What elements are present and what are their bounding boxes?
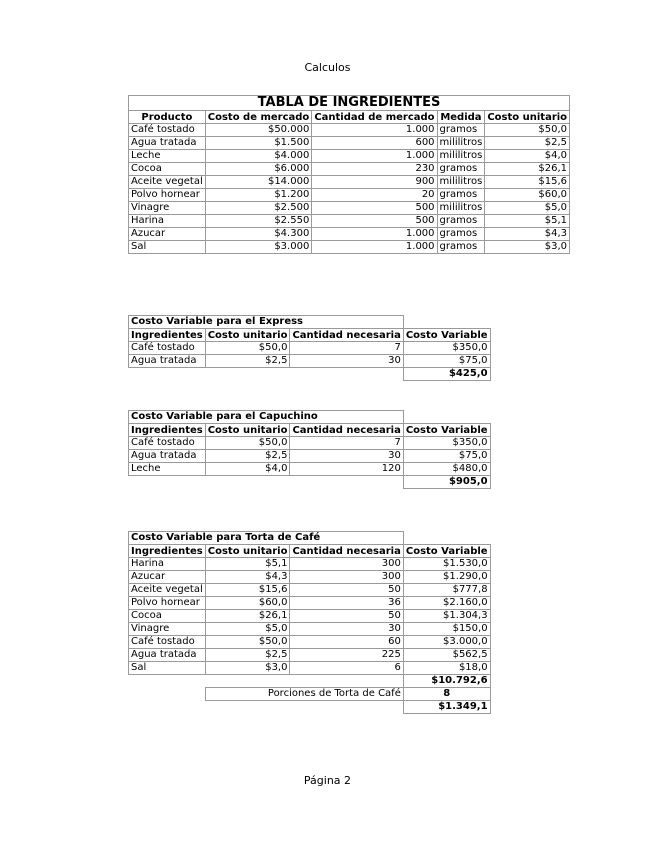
table-cell: 50 [290, 584, 403, 597]
table-cell: Leche [129, 463, 206, 476]
table-cell: $4,0 [485, 150, 570, 163]
column-header: Costo Variable [403, 329, 490, 342]
column-header: Costo Variable [403, 545, 490, 558]
table-cell: 30 [290, 355, 403, 368]
table-cell: gramos [437, 215, 485, 228]
table-cell: 50 [290, 610, 403, 623]
table-cell: $5,0 [485, 202, 570, 215]
table-cell: 7 [290, 342, 403, 355]
torta-total: $10.792,6 [403, 675, 490, 688]
table-cell: $2,5 [485, 137, 570, 150]
table-row [129, 610, 491, 623]
column-header: Cantidad necesaria [290, 329, 403, 342]
table-cell: $562,5 [403, 649, 490, 662]
table-cell: gramos [437, 189, 485, 202]
table-cell: Azucar [129, 228, 206, 241]
table-cell: $4,0 [205, 463, 290, 476]
table-cell: 300 [290, 558, 403, 571]
table-cell: $480,0 [403, 463, 490, 476]
table-cell: $1.290,0 [403, 571, 490, 584]
table-row [129, 189, 570, 202]
table-cell: 500 [312, 215, 437, 228]
table-row [129, 636, 491, 649]
table-cell: 7 [290, 437, 403, 450]
table-cell: $1.200 [205, 189, 312, 202]
table-cell: Polvo hornear [129, 189, 206, 202]
table-row [129, 649, 491, 662]
table-cell: $2,5 [205, 450, 290, 463]
table-row [129, 623, 491, 636]
table-cell: Harina [129, 558, 206, 571]
torta-cost-table [128, 531, 491, 714]
capuchino-total: $905,0 [403, 476, 490, 489]
table-cell: Café tostado [129, 342, 206, 355]
table-row [129, 437, 491, 450]
table-cell: $60,0 [485, 189, 570, 202]
table-cell: 300 [290, 571, 403, 584]
express-body [129, 342, 491, 368]
table-cell: 60 [290, 636, 403, 649]
table-cell: Agua tratada [129, 137, 206, 150]
table-cell: 230 [312, 163, 437, 176]
portions-label: Porciones de Torta de Café [205, 688, 403, 701]
table-cell: $5,0 [205, 623, 290, 636]
table-cell: Leche [129, 150, 206, 163]
express-title: Costo Variable para el Express [129, 316, 404, 329]
table-cell: $150,0 [403, 623, 490, 636]
table-cell: $5,1 [485, 215, 570, 228]
table-row [129, 662, 491, 675]
column-header: Costo unitario [205, 424, 290, 437]
table-cell: Sal [129, 241, 206, 254]
table-cell: $1.304,3 [403, 610, 490, 623]
table-cell: 1.000 [312, 124, 437, 137]
table-cell: $75,0 [403, 450, 490, 463]
table-cell: 1.000 [312, 150, 437, 163]
page-header: Calculos [304, 61, 351, 74]
ingredients-table-title: TABLA DE INGREDIENTES [129, 96, 570, 111]
express-cost-table [128, 315, 491, 381]
table-row [129, 215, 570, 228]
express-header-row [129, 329, 491, 342]
table-row [129, 571, 491, 584]
table-cell: mililitros [437, 176, 485, 189]
portions-value: 8 [403, 688, 490, 701]
column-header: Producto [129, 111, 206, 124]
table-cell: 1.000 [312, 241, 437, 254]
table-cell: Aceite vegetal [129, 176, 206, 189]
express-total: $425,0 [403, 368, 490, 381]
table-cell: 600 [312, 137, 437, 150]
torta-title: Costo Variable para Torta de Café [129, 532, 404, 545]
torta-body [129, 558, 491, 675]
table-cell: $60,0 [205, 597, 290, 610]
table-cell: $1.530,0 [403, 558, 490, 571]
table-cell: Agua tratada [129, 355, 206, 368]
table-row [129, 355, 491, 368]
table-row [129, 342, 491, 355]
table-row [129, 202, 570, 215]
table-cell: mililitros [437, 137, 485, 150]
column-header: Ingredientes [129, 545, 206, 558]
table-cell: $777,8 [403, 584, 490, 597]
table-row [129, 450, 491, 463]
page-footer: Página 2 [303, 774, 352, 787]
table-row [129, 137, 570, 150]
table-cell: Harina [129, 215, 206, 228]
table-cell: gramos [437, 228, 485, 241]
table-cell: $3.000,0 [403, 636, 490, 649]
table-cell: Vinagre [129, 202, 206, 215]
cost-per-portion: $1.349,1 [403, 701, 490, 714]
table-cell: mililitros [437, 150, 485, 163]
column-header: Medida [437, 111, 485, 124]
ingredients-table [128, 95, 570, 254]
table-cell: 900 [312, 176, 437, 189]
ingredients-header-row [129, 111, 570, 124]
table-cell: Aceite vegetal [129, 584, 206, 597]
table-cell: $6.000 [205, 163, 312, 176]
table-cell: $1.500 [205, 137, 312, 150]
table-cell: 225 [290, 649, 403, 662]
table-cell: $26,1 [205, 610, 290, 623]
column-header: Ingredientes [129, 329, 206, 342]
table-cell: $2.500 [205, 202, 312, 215]
table-cell: $4,3 [205, 571, 290, 584]
table-cell: Cocoa [129, 163, 206, 176]
column-header: Cantidad de mercado [312, 111, 437, 124]
table-cell: $5,1 [205, 558, 290, 571]
table-cell: 6 [290, 662, 403, 675]
table-cell: $18,0 [403, 662, 490, 675]
table-cell: $3,0 [485, 241, 570, 254]
table-cell: gramos [437, 124, 485, 137]
table-cell: $350,0 [403, 437, 490, 450]
table-cell: 36 [290, 597, 403, 610]
table-row [129, 124, 570, 137]
table-cell: Café tostado [129, 636, 206, 649]
table-cell: $2,5 [205, 355, 290, 368]
table-cell: 20 [312, 189, 437, 202]
table-cell: Sal [129, 662, 206, 675]
table-cell: Agua tratada [129, 450, 206, 463]
column-header: Cantidad necesaria [290, 545, 403, 558]
table-cell: $4,3 [485, 228, 570, 241]
table-cell: $4.000 [205, 150, 312, 163]
table-cell: $3,0 [205, 662, 290, 675]
table-row [129, 597, 491, 610]
column-header: Costo Variable [403, 424, 490, 437]
table-cell: Vinagre [129, 623, 206, 636]
table-cell: 30 [290, 450, 403, 463]
table-cell: $3.000 [205, 241, 312, 254]
table-cell: Agua tratada [129, 649, 206, 662]
table-cell: Cocoa [129, 610, 206, 623]
table-cell: $2.160,0 [403, 597, 490, 610]
table-cell: $75,0 [403, 355, 490, 368]
table-cell: $2.550 [205, 215, 312, 228]
column-header: Costo unitario [485, 111, 570, 124]
table-cell: Polvo hornear [129, 597, 206, 610]
table-row [129, 228, 570, 241]
table-cell: 500 [312, 202, 437, 215]
table-row [129, 163, 570, 176]
table-cell: $15,6 [205, 584, 290, 597]
table-row [129, 558, 491, 571]
capuchino-header-row [129, 424, 491, 437]
table-row [129, 150, 570, 163]
table-cell: $50,0 [205, 342, 290, 355]
table-cell: $15,6 [485, 176, 570, 189]
table-cell: 30 [290, 623, 403, 636]
table-cell: mililitros [437, 202, 485, 215]
capuchino-cost-table [128, 410, 491, 489]
table-cell: 1.000 [312, 228, 437, 241]
table-cell: $2,5 [205, 649, 290, 662]
table-cell: $50,0 [205, 437, 290, 450]
table-cell: 120 [290, 463, 403, 476]
table-cell: $26,1 [485, 163, 570, 176]
table-cell: Café tostado [129, 437, 206, 450]
column-header: Costo de mercado [205, 111, 312, 124]
column-header: Costo unitario [205, 545, 290, 558]
table-row [129, 463, 491, 476]
capuchino-title: Costo Variable para el Capuchino [129, 411, 404, 424]
ingredients-body [129, 124, 570, 254]
table-row [129, 241, 570, 254]
torta-header-row [129, 545, 491, 558]
table-cell: gramos [437, 241, 485, 254]
table-cell: $4.300 [205, 228, 312, 241]
table-cell: $50.000 [205, 124, 312, 137]
column-header: Ingredientes [129, 424, 206, 437]
table-cell: $350,0 [403, 342, 490, 355]
table-cell: Café tostado [129, 124, 206, 137]
table-row [129, 176, 570, 189]
capuchino-body [129, 437, 491, 476]
table-row [129, 584, 491, 597]
table-cell: Azucar [129, 571, 206, 584]
column-header: Costo unitario [205, 329, 290, 342]
table-cell: gramos [437, 163, 485, 176]
column-header: Cantidad necesaria [290, 424, 403, 437]
table-cell: $14.000 [205, 176, 312, 189]
table-cell: $50,0 [485, 124, 570, 137]
table-cell: $50,0 [205, 636, 290, 649]
